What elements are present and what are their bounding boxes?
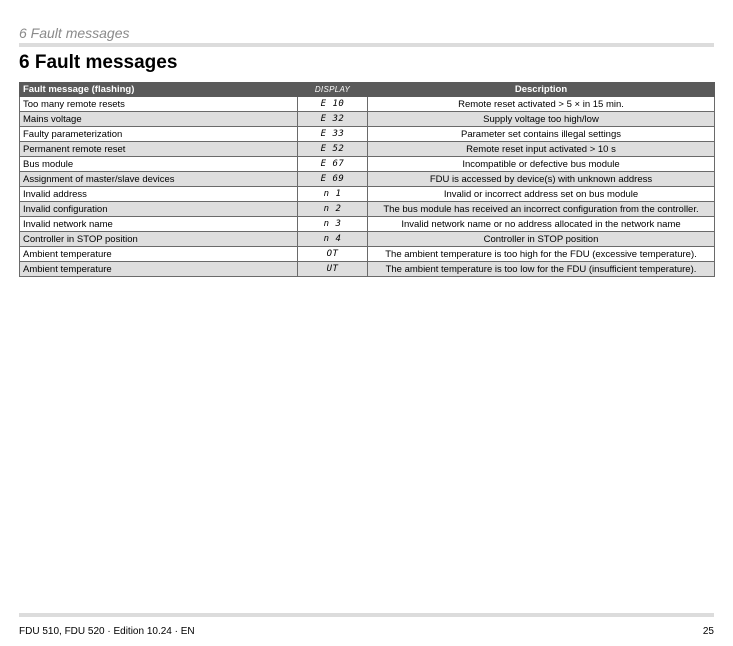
- column-header-fault-message: Fault message (flashing): [20, 83, 298, 97]
- table-row: [20, 202, 715, 217]
- description-cell: Invalid network name or no address allocated in the network name: [368, 217, 715, 232]
- fault-message-cell: Ambient temperature: [20, 247, 298, 262]
- table-row: [20, 157, 715, 172]
- table-row: [20, 217, 715, 232]
- description-cell: Remote reset activated > 5 × in 15 min.: [368, 97, 715, 112]
- display-code-cell: n 3: [298, 217, 368, 232]
- fault-message-cell: Bus module: [20, 157, 298, 172]
- table-row: [20, 142, 715, 157]
- table-row: [20, 127, 715, 142]
- page-number: 25: [702, 626, 714, 637]
- description-cell: Invalid or incorrect address set on bus module: [368, 187, 715, 202]
- table-row: [20, 232, 715, 247]
- description-cell: Remote reset input activated > 10 s: [368, 142, 715, 157]
- table-row: [20, 172, 715, 187]
- display-code-cell: UT: [298, 262, 368, 277]
- table-row: [20, 97, 715, 112]
- fault-message-cell: Invalid address: [20, 187, 298, 202]
- footer-divider: [19, 613, 714, 617]
- header-divider: [19, 43, 714, 47]
- description-cell: Supply voltage too high/low: [368, 112, 715, 127]
- fault-message-cell: Invalid configuration: [20, 202, 298, 217]
- table-row: [20, 262, 715, 277]
- column-header-description: Description: [368, 83, 715, 97]
- fault-message-cell: Too many remote resets: [20, 97, 298, 112]
- fault-message-cell: Permanent remote reset: [20, 142, 298, 157]
- display-code-cell: E 32: [298, 112, 368, 127]
- running-head: 6 Fault messages: [19, 25, 130, 41]
- description-cell: The ambient temperature is too low for the FDU (insufficient temperature).: [368, 262, 715, 277]
- description-cell: Parameter set contains illegal settings: [368, 127, 715, 142]
- display-code-cell: n 4: [298, 232, 368, 247]
- fault-message-cell: Ambient temperature: [20, 262, 298, 277]
- description-cell: The ambient temperature is too high for the FDU (excessive temperature).: [368, 247, 715, 262]
- table-body: [20, 97, 715, 277]
- table-row: [20, 187, 715, 202]
- display-code-cell: OT: [298, 247, 368, 262]
- table-row: [20, 247, 715, 262]
- fault-message-cell: Invalid network name: [20, 217, 298, 232]
- description-cell: FDU is accessed by device(s) with unknown address: [368, 172, 715, 187]
- fault-message-cell: Assignment of master/slave devices: [20, 172, 298, 187]
- fault-message-cell: Mains voltage: [20, 112, 298, 127]
- description-cell: Controller in STOP position: [368, 232, 715, 247]
- table-row: [20, 112, 715, 127]
- display-code-cell: E 33: [298, 127, 368, 142]
- table-header-row: [20, 83, 715, 97]
- column-header-display: DISPLAY: [298, 83, 368, 97]
- display-code-cell: E 52: [298, 142, 368, 157]
- display-code-cell: E 69: [298, 172, 368, 187]
- display-code-cell: E 10: [298, 97, 368, 112]
- fault-message-cell: Controller in STOP position: [20, 232, 298, 247]
- page-title: 6 Fault messages: [19, 52, 178, 73]
- description-cell: The bus module has received an incorrect configuration from the controller.: [368, 202, 715, 217]
- footer-edition: FDU 510, FDU 520 · Edition 10.24 · EN: [19, 626, 195, 637]
- fault-message-cell: Faulty parameterization: [20, 127, 298, 142]
- display-code-cell: E 67: [298, 157, 368, 172]
- fault-messages-table: [19, 82, 715, 277]
- description-cell: Incompatible or defective bus module: [368, 157, 715, 172]
- display-code-cell: n 1: [298, 187, 368, 202]
- display-code-cell: n 2: [298, 202, 368, 217]
